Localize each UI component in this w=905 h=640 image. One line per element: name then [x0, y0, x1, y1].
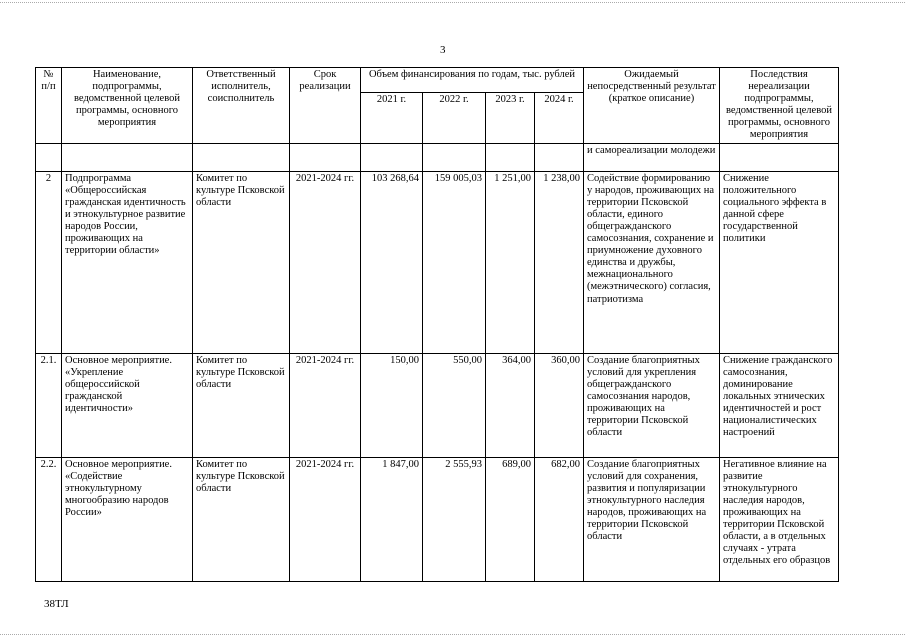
header-year-2022: 2022 г. [423, 93, 486, 143]
row-consequences: Снижение гражданского самосознания, доминирование локальных этнических идентичностей и рост националистических настроений [720, 353, 839, 457]
row-num: 2.1. [36, 353, 62, 457]
row-num: 2.2. [36, 457, 62, 581]
row-period: 2021-2024 гг. [290, 457, 361, 581]
row-result: Содействие формированию у народов, проживающих на территории Псковской области, единого общегражданского самосознания, сохранение и приумножение духовного единства и дружбы, межнационального (межэтнического) согласия, патриотизма [584, 171, 720, 353]
header-year-2023: 2023 г. [486, 93, 535, 143]
row-period: 2021-2024 гг. [290, 353, 361, 457]
row-name: Основное мероприятие. «Укрепление общероссийской гражданской идентичности» [62, 353, 193, 457]
row-executor: Комитет по культуре Псковской области [193, 353, 290, 457]
header-executor: Ответственный исполнитель, соисполнитель [193, 68, 290, 144]
header-year-2024: 2024 г. [535, 93, 584, 143]
row-name: Основное мероприятие. «Содействие этнокультурному многообразию народов России» [62, 457, 193, 581]
scan-edge-top [0, 2, 905, 3]
continuation-result: и самореализации молодежи [584, 143, 720, 171]
row-2022: 550,00 [423, 353, 486, 457]
table-row [36, 171, 839, 353]
row-name: Подпрограмма «Общероссийская гражданская идентичность и этнокультурное развитие народов России, проживающих на территории области» [62, 171, 193, 353]
row-consequences: Негативное влияние на развитие этнокультурного наследия народов, проживающих на территории Псковской области, а в отдельных случаях - утрата отдельных его образцов [720, 457, 839, 581]
table-row [36, 353, 839, 457]
program-table [35, 67, 839, 582]
row-2024: 1 238,00 [535, 171, 584, 353]
table-row-continuation [36, 143, 839, 171]
footer-code: 38ТЛ [44, 598, 69, 610]
row-2021: 150,00 [361, 353, 423, 457]
page-number: 3 [440, 44, 446, 56]
scan-edge-bottom [0, 634, 905, 635]
row-2022: 159 005,03 [423, 171, 486, 353]
row-period: 2021-2024 гг. [290, 171, 361, 353]
header-funding: Объем финансирования по годам, тыс. рублей [361, 68, 584, 93]
row-result: Создание благоприятных условий для сохранения, развития и популяризации этнокультурного наследия народов, проживающих на территории Псковской области [584, 457, 720, 581]
row-result: Создание благоприятных условий для укрепления общегражданского самосознания народов, проживающих на территории Псковской области [584, 353, 720, 457]
row-num: 2 [36, 171, 62, 353]
header-result: Ожидаемый непосредственный результат (краткое описание) [584, 68, 720, 144]
row-2024: 682,00 [535, 457, 584, 581]
row-executor: Комитет по культуре Псковской области [193, 457, 290, 581]
row-consequences: Снижение положительного социального эффекта в данной сфере государственной политики [720, 171, 839, 353]
header-name: Наименование, подпрограммы, ведомственной целевой программы, основного мероприятия [62, 68, 193, 144]
row-2023: 364,00 [486, 353, 535, 457]
row-2024: 360,00 [535, 353, 584, 457]
header-num: № п/п [36, 68, 62, 144]
row-2021: 1 847,00 [361, 457, 423, 581]
row-2021: 103 268,64 [361, 171, 423, 353]
row-2022: 2 555,93 [423, 457, 486, 581]
header-year-2021: 2021 г. [361, 93, 423, 143]
row-executor: Комитет по культуре Псковской области [193, 171, 290, 353]
header-period: Срок реализации [290, 68, 361, 144]
table-row [36, 457, 839, 581]
row-2023: 689,00 [486, 457, 535, 581]
row-2023: 1 251,00 [486, 171, 535, 353]
header-consequences: Последствия нереализации подпрограммы, ведомственной целевой программы, основного мероприятия [720, 68, 839, 144]
